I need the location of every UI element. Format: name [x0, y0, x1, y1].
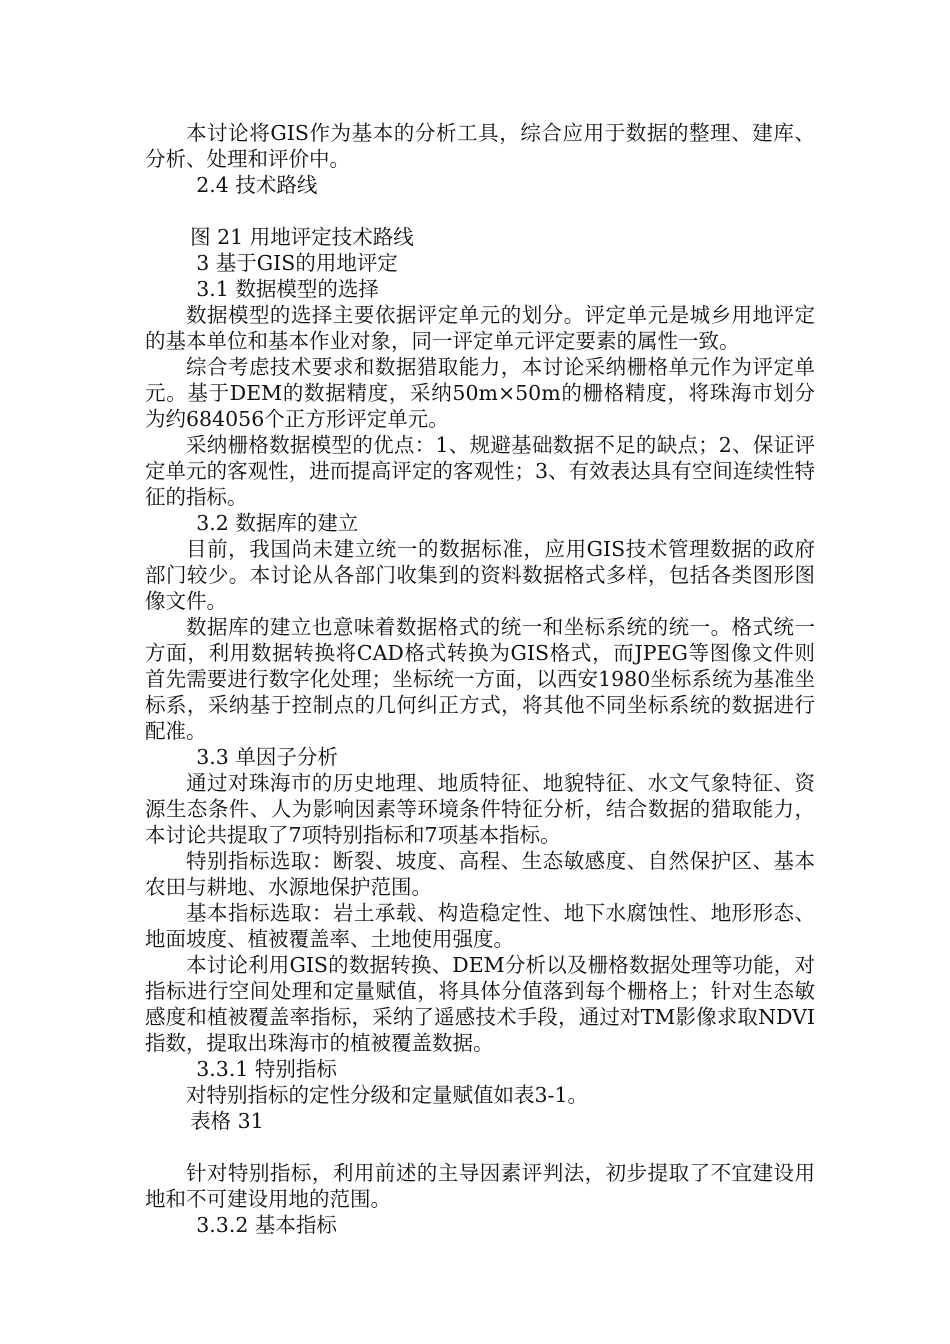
heading-3-1: 3.1 数据模型的选择 — [196, 277, 379, 301]
para-factor-3: 基本指标选取：岩土承载、构造稳定性、地下水腐蚀性、地形形态、地面坡度、植被覆盖率、土地使用强度。 — [145, 901, 815, 951]
para-factor-2: 特别指标选取：断裂、坡度、高程、生态敏感度、自然保护区、基本农田与耕地、水源地保护范围。 — [145, 849, 815, 899]
heading-3-3-1: 3.3.1 特别指标 — [196, 1057, 337, 1081]
figure-caption: 图 21 用地评定技术路线 — [190, 225, 414, 249]
heading-3: 3 基于GIS的用地评定 — [196, 251, 398, 275]
heading-3-3-2: 3.3.2 基本指标 — [196, 1213, 337, 1237]
para-special-2: 针对特别指标，利用前述的主导因素评判法，初步提取了不宜建设用地和不可建设用地的范围。 — [145, 1161, 815, 1211]
heading-3-2: 3.2 数据库的建立 — [196, 511, 359, 535]
para-factor-1: 通过对珠海市的历史地理、地质特征、地貌特征、水文气象特征、资源生态条件、人为影响因素等环境条件特征分析，结合数据的猎取能力，本讨论共提取了7项特别指标和7项基本指标。 — [145, 771, 815, 847]
heading-2-4: 2.4 技术路线 — [196, 173, 318, 197]
para-model-3: 采纳栅格数据模型的优点：1、规避基础数据不足的缺点；2、保证评定单元的客观性，进而提高评定的客观性；3、有效表达具有空间连续性特征的指标。 — [145, 433, 815, 509]
para-factor-4: 本讨论利用GIS的数据转换、DEM分析以及栅格数据处理等功能，对指标进行空间处理和定量赋值，将具体分值落到每个栅格上；针对生态敏感度和植被覆盖率指标，采纳了遥感技术手段，通过对TM影像求取NDVI指数，提取出珠海市的植被覆盖数据。 — [145, 953, 815, 1055]
document-body — [145, 120, 815, 1238]
para-model-2: 综合考虑技术要求和数据猎取能力，本讨论采纳栅格单元作为评定单元。基于DEM的数据精度，采纳50m×50m的栅格精度，将珠海市划分为约684056个正方形评定单元。 — [145, 355, 815, 431]
table-space — [145, 1134, 815, 1160]
heading-3-3: 3.3 单因子分析 — [196, 745, 338, 769]
para-model-1: 数据模型的选择主要依据评定单元的划分。评定单元是城乡用地评定的基本单位和基本作业对象，同一评定单元评定要素的属性一致。 — [145, 303, 815, 353]
figure-space — [145, 198, 815, 224]
para-special-1: 对特别指标的定性分级和定量赋值如表3-1。 — [186, 1083, 589, 1107]
para-db-2: 数据库的建立也意味着数据格式的统一和坐标系统的统一。格式统一方面，利用数据转换将CAD格式转换为GIS格式，而JPEG等图像文件则首先需要进行数字化处理；坐标统一方面，以西安1980坐标系统为基准坐标系，采纳基于控制点的几何纠正方式，将其他不同坐标系统的数据进行配准。 — [145, 615, 815, 743]
table-caption: 表格 31 — [190, 1109, 264, 1133]
para-gis-intro: 本讨论将GIS作为基本的分析工具，综合应用于数据的整理、建库、分析、处理和评价中。 — [145, 121, 815, 171]
para-db-1: 目前，我国尚未建立统一的数据标准，应用GIS技术管理数据的政府部门较少。本讨论从各部门收集到的资料数据格式多样，包括各类图形图像文件。 — [145, 537, 815, 613]
